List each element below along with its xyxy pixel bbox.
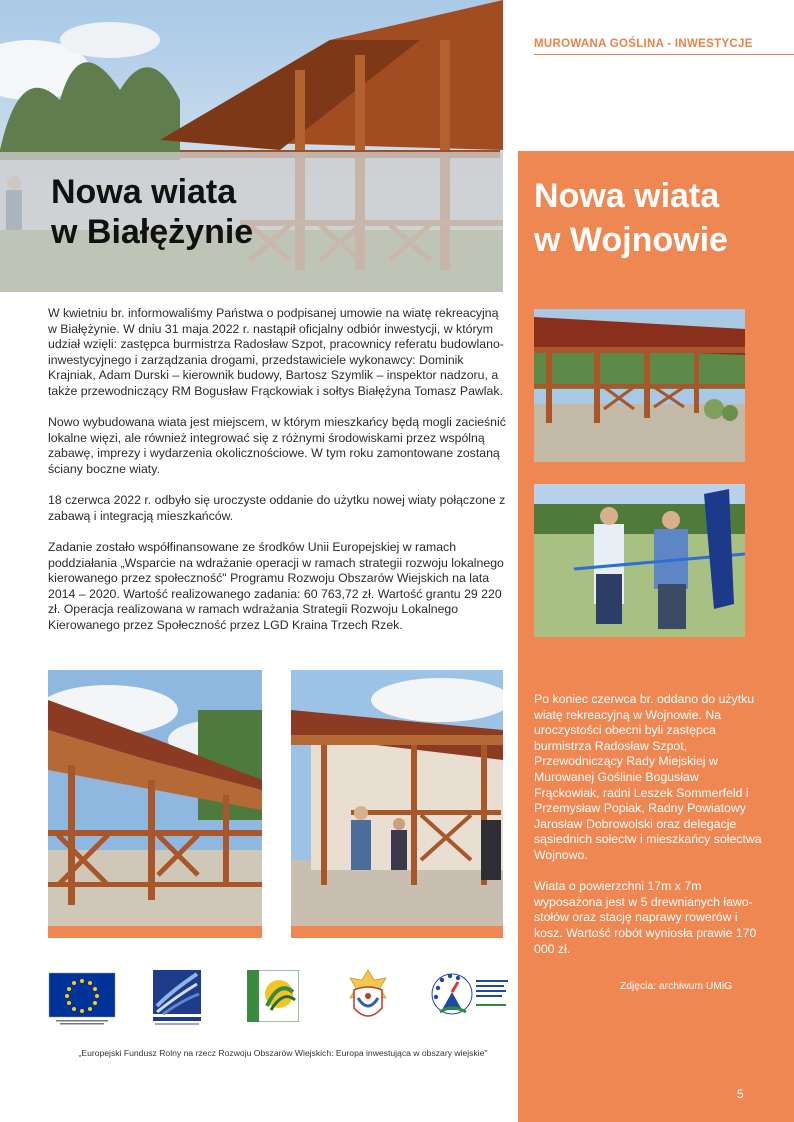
paragraph: Wiata o powierzchni 17m x 7m wyposażona jest w 5 drewnianych ławo-stołów oraz stację naprawy rowerów i kosz. Wartość robót wyniosła prawie 170 000 zł. — [534, 879, 757, 956]
section-label: MUROWANA GOŚLINA - INWESTYCJE — [534, 38, 753, 50]
title-line: w Białężynie — [51, 213, 254, 251]
photo-shelter-people — [291, 670, 503, 926]
article-title-wojnowo — [534, 174, 728, 262]
page-number: 5 — [737, 1087, 744, 1101]
photo-accent-bar — [291, 926, 503, 938]
article-body-wojnowo — [534, 692, 764, 973]
title-line: w Wojnowie — [534, 221, 728, 259]
coat-of-arms-logo — [346, 968, 390, 1024]
paragraph: W kwietniu br. informowaliśmy Państwa o podpisanej umowie na wiatę rekreacyjną w Białężynie. W dniu 31 maja 2022 r. nastąpił oficjalny odbiór inwestycji, w którym udział wzięli: zastępca burmistrza Radosław Szpot, pracownicy referatu budowlano-inwestycyjnego i zarządzania drogami, przedstawiciele wykonawcy: Dominik Krajniak, Adam Durski – kierownik budowy, Bartosz Szymlik – inspektor nadzoru, a także przewodniczący RM Bogusław Frąckowiak i sołtys Białężyna Tomasz Pawlak. — [48, 306, 504, 398]
fund-caption: „Europejski Fundusz Rolny na rzecz Rozwoju Obszarów Wiejskich: Europa inwestująca w obszary wiejskie" — [78, 1048, 488, 1058]
article-title-bialezyn — [51, 172, 253, 252]
photo-ribbon-cutting — [534, 484, 745, 637]
paragraph: Nowo wybudowana wiata jest miejscem, w którym mieszkańcy będą mogli zacieśnić lokalne więzi, ale również integrować się z różnymi środowiskami przez wspólną zabawę, imprezy i wydarzenia okolicznościowe. W tym roku zamontowane zostaną ściany boczne wiaty. — [48, 415, 506, 476]
photo-wojnowo-shelter — [534, 309, 745, 462]
title-line: Nowa wiata — [534, 177, 720, 215]
kraina-trzech-rzek-logo — [153, 970, 201, 1026]
section-divider — [534, 54, 794, 55]
paragraph: Po koniec czerwca br. oddano do użytku wiatę rekreacyjną w Wojnowie. Na uroczystości obecni byli zastępca burmistrza Radosław Szpot, Przewodniczący Rady Miejskiej w Murowanej Goślinie Bogusław Frąckowiak, radni Leszek Sommerfeld i Przemysław Popiak, Radny Powiatowy Jarosław Dobrowolski oraz delegacje sąsiednich sołectw i mieszkańcy sołectwa Wojnowo. — [534, 692, 762, 862]
title-line: Nowa wiata — [51, 173, 237, 211]
photo-shelter-corner — [48, 670, 262, 926]
prow-logo — [428, 970, 514, 1020]
article-body-bialezyn — [48, 306, 510, 649]
photo-accent-bar — [48, 926, 262, 938]
eu-flag-logo — [48, 972, 116, 1027]
paragraph: 18 czerwca 2022 r. odbyło się uroczyste oddanie do użytku nowej wiaty połączone z zabawą i integracją mieszkańców. — [48, 493, 506, 523]
photo-credit: Zdjęcia: archiwum UMiG — [620, 981, 733, 992]
leader-logo — [247, 970, 299, 1022]
paragraph: Zadanie zostało współfinansowane ze środków Unii Europejskiej w ramach poddziałania „Wsparcie na wdrażanie operacji w ramach strategii rozwoju lokalnego kierowanego przez społeczność" Programu Rozwoju Obszarów Wiejskich na lata 2014 – 2020. Wartość realizowanego zadania: 60 763,72 zł. Wartość grantu 29 220 zł. Operacja realizowana w ramach wdrażania Strategii Rozwoju Lokalnego Kierowanego przez Społeczność przez LGD Kraina Trzech Rzek. — [48, 539, 504, 632]
